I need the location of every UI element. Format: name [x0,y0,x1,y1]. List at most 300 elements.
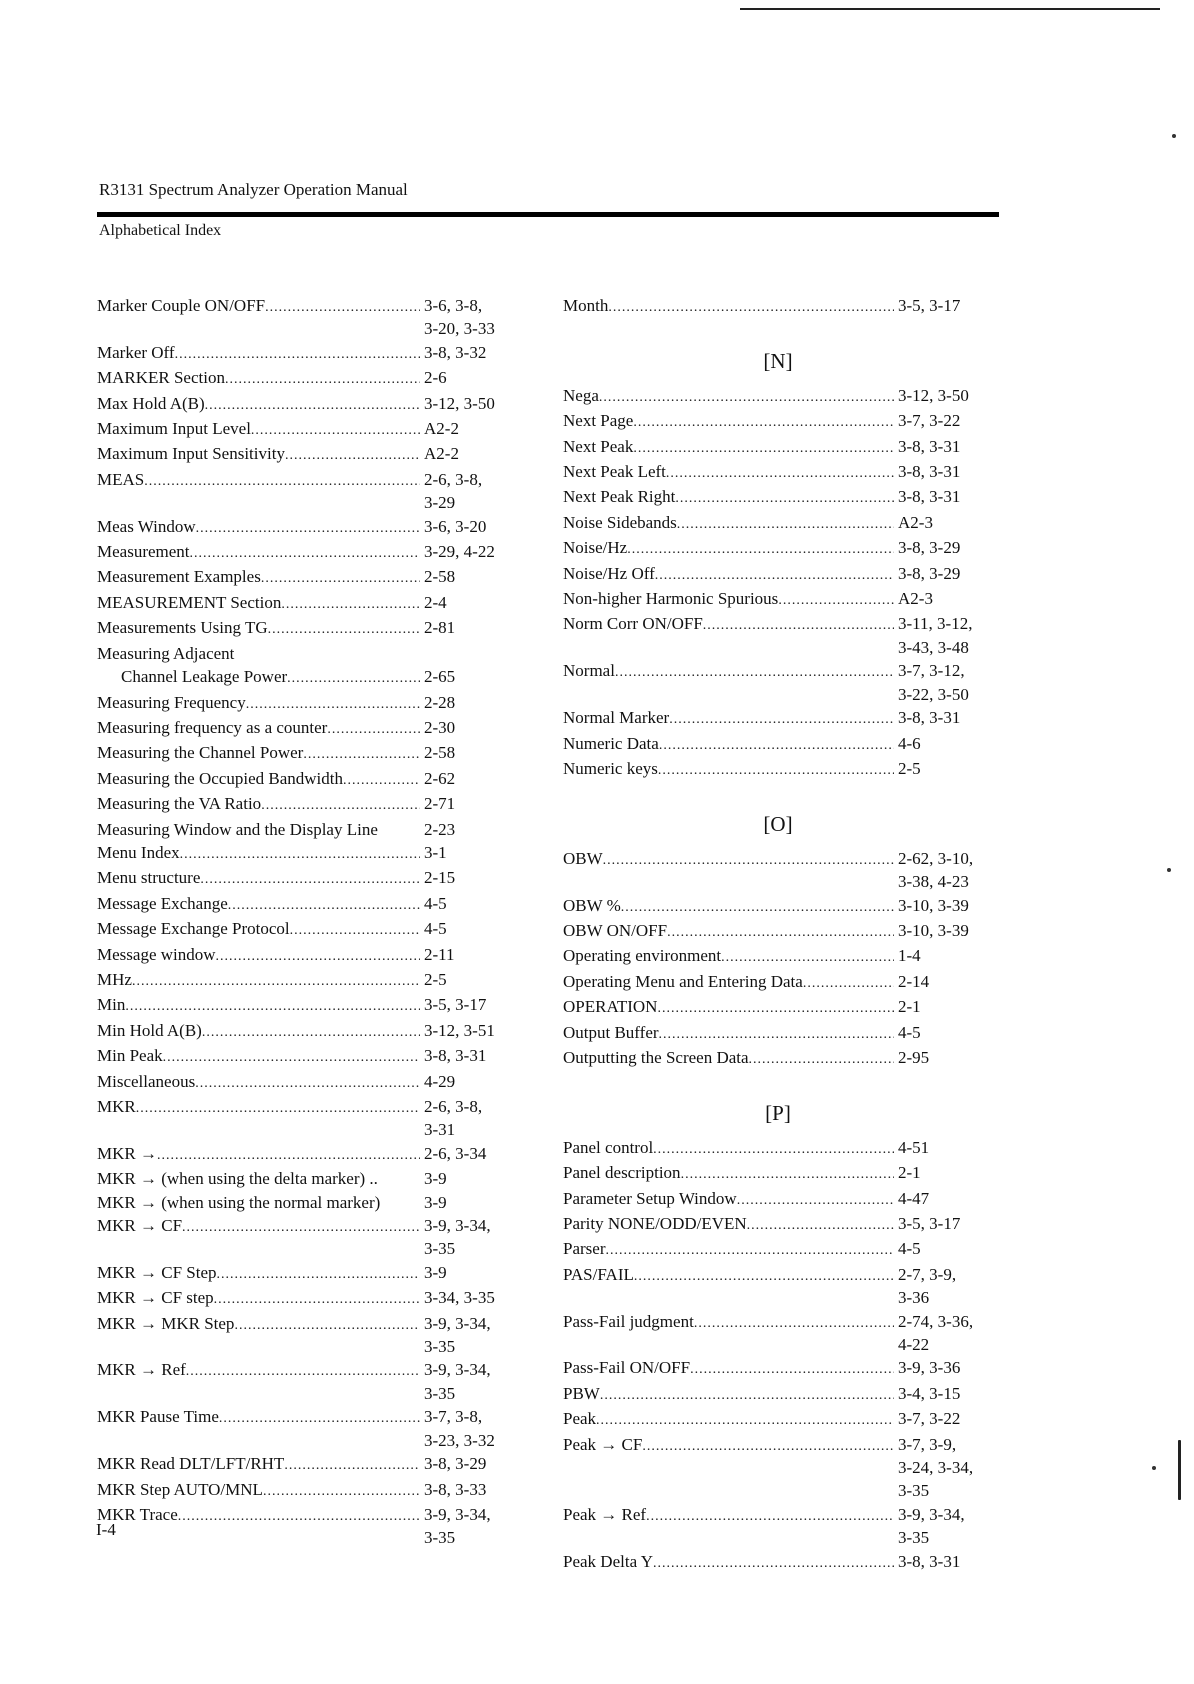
page-refs: 2-6, 3-8, 3-29 [424,469,483,513]
dot-leader [178,1503,420,1528]
dot-leader [653,1550,894,1575]
index-term: MKR → (when using the normal marker) [97,1192,381,1212]
page-refs: A2-3 [898,589,933,609]
index-term: MEAS [97,469,145,489]
index-entry [97,1070,517,1095]
index-term: MKR → MKR Step [97,1313,235,1333]
page-refs: 3-5, 3-17 [424,995,487,1015]
index-entry [563,587,993,612]
dot-leader [633,409,894,434]
index-entry [563,1433,993,1503]
index-entry [563,995,993,1020]
index-entry [97,515,517,540]
dot-leader [246,691,420,716]
page-refs: 3-6, 3-8, 3-20, 3-33 [424,296,495,339]
dot-leader [600,1382,894,1407]
dot-leader [219,1405,420,1430]
dot-leader [136,1095,420,1120]
page-refs: 2-1 [898,997,921,1017]
dot-leader [251,417,420,442]
page-refs: 3-12, 3-50 [424,393,495,413]
page-refs: 2-30 [424,717,456,737]
index-entry [97,1142,517,1167]
dot-leader [214,1286,420,1311]
dot-leader [803,970,894,995]
index-term: Measuring the VA Ratio [97,794,262,814]
page-refs: 3-8, 3-31 [898,1551,961,1571]
page-refs: 2-81 [424,618,456,638]
page-refs: 3-29, 4-22 [424,542,495,562]
index-entry [97,591,517,616]
index-term: Outputting the Screen Data [563,1047,749,1067]
page-refs: 2-6, 3-34 [424,1143,487,1163]
dot-leader [666,460,894,485]
dot-leader [261,565,420,590]
index-entry [563,1263,993,1310]
dot-leader [634,1263,894,1288]
index-entry [563,511,993,536]
page-refs: 2-6 [424,368,447,388]
index-term: MEASUREMENT Section [97,592,282,612]
dot-leader [603,847,894,872]
index-term: Marker Couple ON/OFF [97,296,266,315]
index-term: Output Buffer [563,1022,659,1042]
index-entry [97,616,517,641]
index-entry [563,1161,993,1186]
index-term: Parser [563,1239,606,1259]
dot-leader [265,294,420,319]
index-term: Norm Corr ON/OFF [563,614,703,634]
index-term: Measuring Window and the Display Line [97,819,378,839]
section-heading: [P] [765,1101,791,1126]
page-refs: 2-65 [424,667,456,687]
index-entry [97,540,517,565]
dot-leader [681,1161,894,1186]
scan-speck [1172,134,1176,138]
dot-leader [190,540,420,565]
index-entry [563,485,993,510]
dot-leader [657,995,894,1020]
index-entry [563,894,993,919]
dot-leader [200,866,420,891]
dot-leader [653,1136,894,1161]
dot-leader [281,591,420,616]
page-refs: 1-4 [898,946,921,966]
index-term: Measuring Frequency [97,692,246,712]
dot-leader [261,792,420,817]
index-term: Panel description [563,1163,681,1183]
index-entry [97,691,517,716]
index-entry [563,1310,993,1357]
page-refs: 3-10, 3-39 [898,920,969,940]
index-entry [97,1478,517,1503]
index-term: Noise Sidebands [563,512,677,532]
page-refs: A2-2 [424,419,459,439]
index-term: Pass-Fail judgment [563,1311,694,1331]
dot-leader [327,716,420,741]
page-refs: 2-74, 3-36, 4-22 [898,1311,974,1355]
page-refs: 3-9 [424,1169,447,1189]
dot-leader [205,392,420,417]
index-term: MKR [97,1097,136,1116]
page-refs: 3-8, 3-31 [898,462,961,482]
dot-leader [202,1019,420,1044]
page-refs: 2-11 [424,944,455,964]
dot-leader [633,435,894,460]
index-entry [97,767,517,792]
page-refs: 2-1 [898,1163,921,1183]
dot-leader [144,468,420,493]
page-number: I-4 [96,1520,116,1539]
page-refs: 3-8, 3-31 [898,436,961,456]
index-term: Normal Marker [563,708,670,728]
index-term: Measuring the Occupied Bandwidth [97,768,343,788]
page-refs: 4-29 [424,1071,456,1091]
page-refs: 4-5 [898,1022,921,1042]
page-refs: 3-7, 3-22 [898,411,961,431]
scan-speck [1167,868,1171,872]
page-refs: 4-47 [898,1188,930,1208]
dot-leader [658,757,894,782]
index-column-left [97,294,517,1550]
page-refs: 3-8, 3-31 [898,708,961,728]
page-refs: 3-34, 3-35 [424,1288,495,1308]
page-refs: A2-3 [898,512,933,532]
index-entry [563,732,993,757]
index-entry [97,1503,517,1550]
top-scan-rule [740,8,1160,10]
index-term: PAS/FAIL [563,1264,634,1284]
index-term: MKR Read DLT/LFT/RHT [97,1454,285,1474]
index-entry [97,1358,517,1405]
dot-leader [196,515,420,540]
index-term: Nega [563,385,599,405]
index-term: OPERATION [563,997,658,1017]
page-refs: 3-10, 3-39 [898,895,969,915]
page-refs: 3-8, 3-31 [424,1046,487,1066]
dot-leader [182,1214,420,1239]
page-refs: 4-5 [424,893,447,913]
dot-leader [659,1021,894,1046]
dot-leader [677,511,894,536]
index-entry [563,562,993,587]
index-term: Measurement Examples [97,567,261,587]
dot-leader [737,1187,894,1212]
section-heading: [O] [763,812,793,837]
index-term: MKR → CF [97,1216,183,1236]
index-term: Measuring the Channel Power [97,743,304,763]
index-term: MKR → (when using the delta marker) .. [97,1169,378,1189]
dot-leader [615,659,894,684]
dot-leader [228,892,420,917]
index-term: Maximum Input Sensitivity [97,444,285,464]
index-entry [97,1405,517,1452]
page-refs: 3-7, 3-9, 3-24, 3-34, 3-35 [898,1434,974,1501]
page-refs: 3-11, 3-12, 3-43, 3-48 [898,614,973,657]
index-entry [97,392,517,417]
index-entry [563,409,993,434]
index-term: Measurements Using TG [97,618,268,638]
page-refs: 2-58 [424,743,456,763]
index-term: Numeric keys [563,758,658,778]
page-refs: 3-7, 3-8, 3-23, 3-32 [424,1407,495,1450]
dot-leader [621,894,894,919]
section-subtitle: Alphabetical Index [99,222,222,239]
page-refs: 3-5, 3-17 [898,1214,961,1233]
page-refs: 4-5 [898,1239,921,1259]
page-refs: 2-15 [424,868,456,888]
index-term: Operating environment [563,946,722,966]
dot-leader [655,562,894,587]
dot-leader [216,943,420,968]
page-refs: 3-8, 3-29 [898,538,961,558]
dot-leader [287,665,420,690]
page-refs: 2-14 [898,971,930,991]
index-entry [97,417,517,442]
dot-leader [667,919,894,944]
index-entry [563,536,993,561]
index-entry [563,847,993,894]
page-refs: 3-8, 3-31 [898,487,961,507]
index-term: OBW [563,848,603,868]
index-term: Normal [563,661,615,681]
index-entry [97,1044,517,1069]
index-term: Measurement [97,542,190,562]
dot-leader [290,917,420,942]
index-term: Peak [563,1409,597,1429]
index-term: Noise/Hz [563,538,628,558]
index-term: Min Peak [97,1046,163,1066]
index-term: Min [97,995,126,1015]
page-refs: 3-9, 3-36 [898,1358,961,1378]
index-term: Peak Delta Y [563,1551,654,1571]
page-refs: 2-7, 3-9, 3-36 [898,1264,957,1308]
index-term: MKR → CF Step [97,1262,217,1282]
index-entry [563,612,993,659]
dot-leader [163,1044,420,1069]
dot-leader [284,1452,420,1477]
index-term: Next Page [563,411,634,431]
page-refs: 2-6, 3-8, 3-31 [424,1097,483,1140]
index-term: Message window [97,944,216,964]
index-term: Channel Leakage Power [121,667,288,687]
index-entry [97,366,517,391]
index-term: Peak → Ref [563,1504,647,1524]
index-entry [563,1187,993,1212]
index-term: Numeric Data [563,733,659,753]
index-entry [97,818,517,841]
page-refs: 3-9, 3-34, 3-35 [424,1360,491,1403]
index-entry [563,1407,993,1432]
section-heading: [N] [763,349,793,374]
page-refs: 3-9, 3-34, 3-35 [424,1216,491,1259]
index-entry [97,1312,517,1359]
header-rule [97,212,999,217]
index-entry [563,1382,993,1407]
index-entry [97,565,517,590]
index-entry [97,1167,517,1190]
index-entry [97,943,517,968]
index-entry [97,1261,517,1286]
index-entry [97,1191,517,1214]
page-refs: 3-1 [424,842,447,862]
page-refs: 2-23 [424,819,456,839]
index-entry [97,968,517,993]
index-term: Pass-Fail ON/OFF [563,1358,691,1378]
dot-leader [217,1261,421,1286]
dot-leader [225,366,420,391]
index-term: Next Peak Left [563,462,666,482]
index-term: MKR Step AUTO/MNL [97,1479,263,1499]
dot-leader [659,732,894,757]
page-refs: 2-62, 3-10, 3-38, 4-23 [898,848,974,892]
index-term: Peak → CF [563,1434,643,1454]
dot-leader [186,1358,420,1383]
index-term: MARKER Section [97,368,225,388]
index-entry [563,706,993,731]
dot-leader [605,1237,894,1262]
dot-leader [690,1356,894,1381]
page-refs: 3-5, 3-17 [898,296,961,315]
dot-leader [234,1312,420,1337]
page-refs: 2-62 [424,768,456,788]
index-entry [97,665,517,690]
index-term: Miscellaneous [97,1071,196,1091]
dot-leader [343,767,420,792]
dot-leader [596,1407,894,1432]
index-entry [563,970,993,995]
index-entry [97,1286,517,1311]
index-entry [97,741,517,766]
page-refs: 3-12, 3-51 [424,1020,495,1040]
dot-leader [669,706,894,731]
index-term: Measuring Adjacent [97,643,235,663]
index-entry [563,1503,993,1550]
page-refs: 2-28 [424,692,456,712]
dot-leader [125,993,420,1018]
page-refs: 3-12, 3-50 [898,385,969,405]
page-refs: 3-7, 3-22 [898,1409,961,1429]
dot-leader [747,1212,894,1237]
index-term: Menu structure [97,868,201,888]
index-entry [97,1019,517,1044]
page-refs: 3-9, 3-34, 3-35 [898,1504,965,1548]
index-term: OBW % [563,895,621,915]
page-refs: 2-4 [424,592,447,612]
dot-leader [157,1142,420,1167]
dot-leader [694,1310,894,1335]
dot-leader [703,612,894,637]
index-term: Max Hold A(B) [97,393,205,413]
index-column-right [563,294,993,1575]
index-entry [563,1212,993,1237]
index-entry [97,866,517,891]
index-entry [563,919,993,944]
index-term: Message Exchange [97,893,228,913]
page-refs: 3-9 [424,1192,447,1212]
index-term: Month [563,296,609,315]
page-refs: 3-9, 3-34, 3-35 [424,1504,491,1548]
index-term: Parameter Setup Window [563,1188,737,1208]
index-term: Next Peak [563,436,634,456]
dot-leader [132,968,420,993]
index-term: Measuring frequency as a counter [97,717,328,737]
index-entry [563,659,993,706]
index-term: Noise/Hz Off [563,563,655,583]
index-term: Panel control [563,1137,654,1157]
dot-leader [303,741,420,766]
index-entry [563,757,993,782]
scan-speck [1152,1466,1156,1470]
page-refs: 3-8, 3-29 [424,1454,487,1474]
index-entry [97,792,517,817]
index-entry [563,944,993,969]
page-refs: 2-58 [424,567,456,587]
index-entry [97,841,517,866]
index-entry [563,1237,993,1262]
index-entry [97,1452,517,1477]
index-term: Marker Off [97,342,175,362]
index-entry [563,1356,993,1381]
index-entry [563,1021,993,1046]
index-term: PBW [563,1383,600,1403]
index-entry [97,294,517,341]
index-entry [563,1046,993,1071]
page-refs: 2-95 [898,1047,930,1067]
page-refs: 4-5 [424,919,447,939]
page-refs: 3-4, 3-15 [898,1383,961,1403]
index-entry [97,917,517,942]
page-refs: 3-8, 3-32 [424,342,487,362]
page-refs: 2-71 [424,794,456,814]
dot-leader [180,841,420,866]
index-entry [97,341,517,366]
index-entry [97,993,517,1018]
page-refs: A2-2 [424,444,459,464]
index-term: Message Exchange Protocol [97,919,290,939]
index-term: MKR → CF step [97,1288,214,1308]
dot-leader [675,485,894,510]
index-entry [563,294,993,319]
dot-leader [268,616,420,641]
dot-leader [642,1433,894,1458]
index-entry [97,1095,517,1142]
index-entry [563,384,993,409]
index-term: MKR Pause Time [97,1407,219,1427]
index-term: Next Peak Right [563,487,676,507]
page-refs: 3-9, 3-34, 3-35 [424,1313,491,1357]
dot-leader [646,1503,894,1528]
page-refs: 4-51 [898,1137,930,1157]
dot-leader [195,1070,420,1095]
index-term: Menu Index [97,842,180,862]
index-entry [563,1136,993,1161]
page-refs: 3-8, 3-29 [898,563,961,583]
index-term: Non-higher Harmonic Spurious [563,589,779,609]
index-entry [563,435,993,460]
page-refs: 3-7, 3-12, 3-22, 3-50 [898,661,969,704]
dot-leader [778,587,894,612]
index-entry [97,468,517,515]
dot-leader [263,1478,420,1503]
page-refs: 3-6, 3-20 [424,516,487,536]
dot-leader [627,536,894,561]
index-term: Operating Menu and Entering Data [563,971,803,991]
dot-leader [749,1046,894,1071]
index-term: Min Hold A(B) [97,1020,202,1040]
index-entry [97,716,517,741]
index-term: Meas Window [97,516,196,536]
